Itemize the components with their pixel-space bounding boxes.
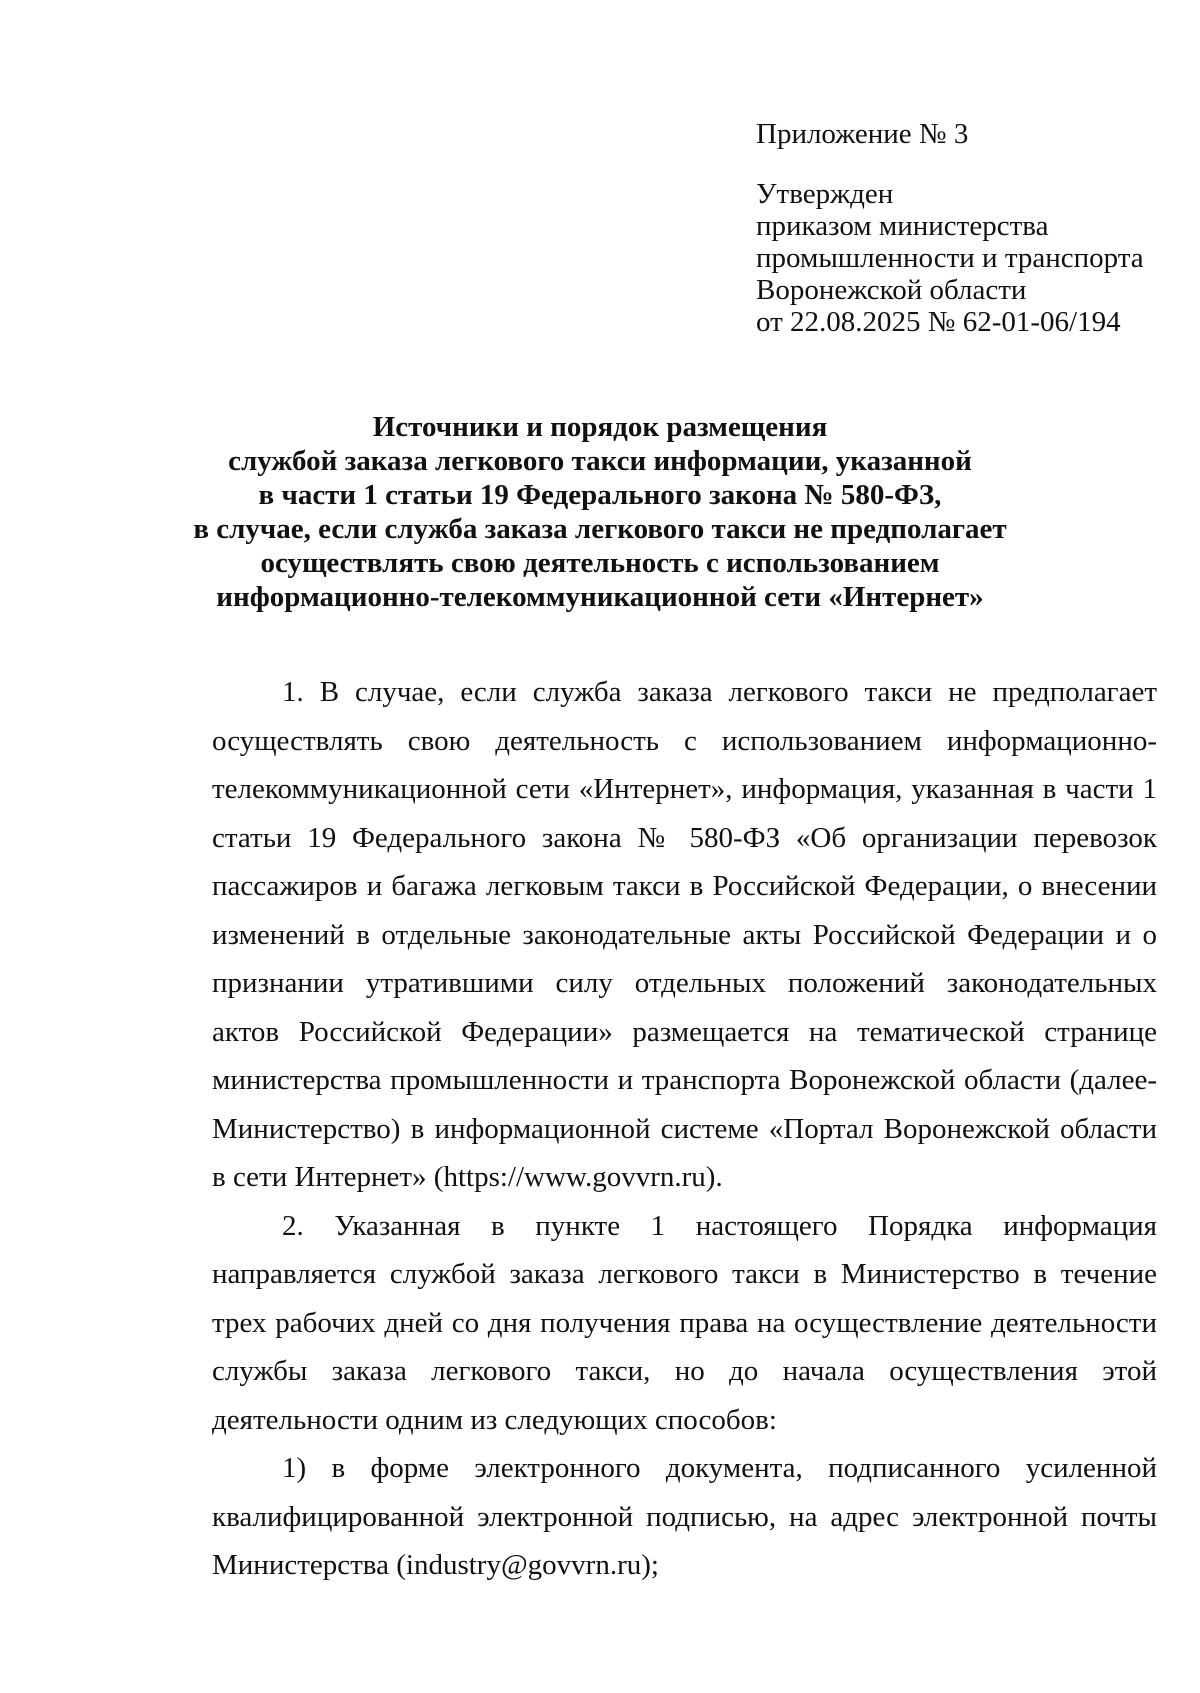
- appendix-label: Приложение № 3: [756, 118, 969, 150]
- title-line: в случае, если служба заказа легкового такси не предполагает: [193, 513, 1007, 545]
- approval-order-line: от 22.08.2025 № 62-01-06/194: [756, 306, 1121, 338]
- approval-line: Утвержден: [756, 178, 894, 210]
- paragraph-2-item-1: 1) в форме электронного документа, подписанного усиленной квалифицированной электронной подписью, на адрес электронной почты Министерства (industry@govvrn.ru);: [212, 1452, 1157, 1581]
- approval-line: промышленности и транспорта: [756, 242, 1144, 274]
- title-line: службой заказа легкового такси информации, указанной: [228, 445, 972, 477]
- title-line: осуществлять свою деятельность с использованием: [260, 547, 940, 579]
- title-line: Источники и порядок размещения: [372, 411, 828, 443]
- approval-line: Воронежской области: [756, 274, 1027, 306]
- document-title: [150, 410, 1050, 614]
- paragraph-1: 1. В случае, если служба заказа легкового такси не предполагает осуществлять свою деятельность с использованием информационно-телекоммуникационной сети «Интернет», информация, указанная в части 1 статьи 19 Федерального закона № 580-ФЗ «Об организации перевозок пассажиров и багажа легковым такси в Российской Федерации, о внесении изменений в отдельные законодательные акты Российской Федерации и о признании утратившими силу отдельных положений законодательных актов Российской Федерации» размещается на тематической странице министерства промышленности и транспорта Воронежской области (далее-Министерство) в информационной системе «Портал Воронежской области в сети Интернет» (https://www.govvrn.ru).: [212, 676, 1157, 1193]
- title-line: информационно-телекоммуникационной сети «Интернет»: [216, 581, 984, 613]
- approval-line: приказом министерства: [756, 210, 1049, 242]
- approval-block: [756, 118, 1176, 338]
- title-line: в части 1 статьи 19 Федерального закона № 580-ФЗ,: [258, 479, 942, 511]
- paragraph-2: 2. Указанная в пункте 1 настоящего Порядка информация направляется службой заказа легкового такси в Министерство в течение трех рабочих дней со дня получения права на осуществление деятельности службы заказа легкового такси, но до начала осуществления этой деятельности одним из следующих способов:: [212, 1209, 1157, 1436]
- document-body: [212, 668, 1157, 1590]
